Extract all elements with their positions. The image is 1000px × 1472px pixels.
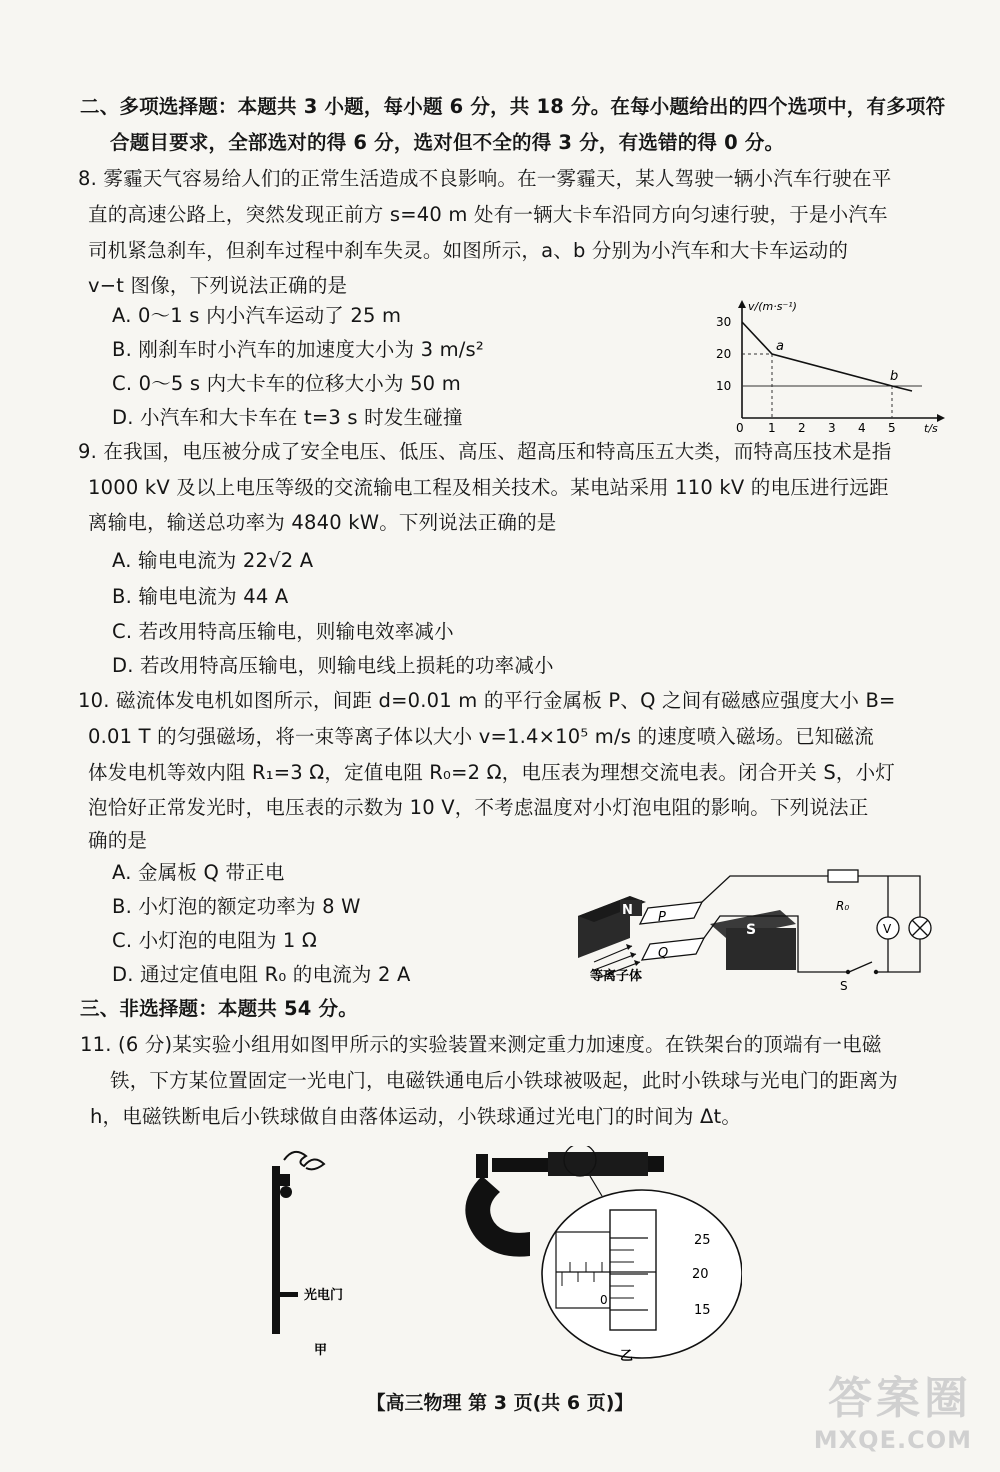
thimble-scale xyxy=(610,1210,656,1330)
q11-stem-line: 11. (6 分)某实验小组用如图甲所示的实验装置来测定重力加速度。在铁架台的顶端有一电磁 xyxy=(80,1033,882,1056)
q10-option-d: D. 通过定值电阻 R₀ 的电流为 2 A xyxy=(112,963,411,986)
voltmeter-label: V xyxy=(883,922,892,936)
q8-option-b: B. 刚刹车时小汽车的加速度大小为 3 m/s² xyxy=(112,338,484,361)
x-tick-label: 0 xyxy=(736,421,744,435)
switch-label: S xyxy=(840,979,848,993)
q10-option-b: B. 小灯泡的额定功率为 8 W xyxy=(112,895,361,918)
q9-stem-line: 9. 在我国，电压被分成了安全电压、低压、高压、超高压和特高压五大类，而特高压技术是指 xyxy=(78,440,892,463)
q8-stem-line: 8. 雾霾天气容易给人们的正常生活造成不良影响。在一雾霾天，某人驾驶一辆小汽车行驶在平 xyxy=(78,167,892,190)
q9-option-a: A. 输电电流为 22√2 A xyxy=(112,549,314,572)
magnet-s-label: S xyxy=(746,922,757,938)
q8-option-c: C. 0～5 s 内大卡车的位移大小为 50 m xyxy=(112,372,461,395)
x-tick-label: 2 xyxy=(798,421,806,435)
stand-pole xyxy=(272,1166,280,1334)
q10-stem-line: 0.01 T 的匀强磁场，将一束等离子体以大小 v=1.4×10⁵ m/s 的速度喷入磁场。已知磁流 xyxy=(88,725,874,748)
q9-option-d: D. 若改用特高压输电，则输电线上损耗的功率减小 xyxy=(112,654,554,677)
q8-stem-line: v−t 图像，下列说法正确的是 xyxy=(88,274,348,297)
q10-mhd-generator-figure xyxy=(570,866,950,1006)
section3-heading: 三、非选择题：本题共 54 分。 xyxy=(80,997,358,1020)
q10-option-c: C. 小灯泡的电阻为 1 Ω xyxy=(112,929,318,952)
q11-figure-yi xyxy=(452,1146,742,1362)
x-axis-arrow xyxy=(937,414,945,422)
x-tick-label: 5 xyxy=(888,421,896,435)
scale-label-15: 15 xyxy=(694,1303,711,1318)
q8-stem-line: 司机紧急刹车，但刹车过程中刹车失灵。如图所示，a、b 分别为小汽车和大卡车运动的 xyxy=(88,239,849,262)
magnet-n-label: N xyxy=(622,903,633,918)
plate-p-label: P xyxy=(658,910,666,925)
micrometer-frame xyxy=(465,1176,530,1257)
plate-q xyxy=(642,938,704,960)
scale-label-20: 20 xyxy=(692,1267,709,1282)
y-tick-label: 30 xyxy=(716,315,732,329)
figure-jia-caption: 甲 xyxy=(314,1343,328,1358)
q10-stem-line: 体发电机等效内阻 R₁=3 Ω，定值电阻 R₀=2 Ω，电压表为理想交流电表。闭合开关 S，小灯 xyxy=(88,761,895,784)
x-tick-label: 1 xyxy=(768,421,776,435)
q8-vt-graph xyxy=(712,296,952,438)
x-tick-label: 3 xyxy=(828,421,836,435)
q9-stem-line: 1000 kV 及以上电压等级的交流输电工程及相关技术。某电站采用 110 kV 的电压进行远距 xyxy=(88,476,889,499)
q9-stem-line: 离输电，输送总功率为 4840 kW。下列说法正确的是 xyxy=(88,511,557,534)
micrometer-spindle xyxy=(492,1158,548,1172)
x-axis-label: t/s xyxy=(924,422,938,435)
plate-p xyxy=(640,902,702,924)
x-tick-label: 4 xyxy=(858,421,866,435)
resistor-r0-label: R₀ xyxy=(836,899,850,913)
figure-yi-caption: 乙 xyxy=(620,1349,634,1362)
q10-option-a: A. 金属板 Q 带正电 xyxy=(112,861,285,884)
resistor-r0 xyxy=(828,870,858,882)
q9-option-c: C. 若改用特高压输电，则输电效率减小 xyxy=(112,620,454,643)
page-footer: 【高三物理 第 3 页(共 6 页)】 xyxy=(366,1392,634,1414)
plasma-label: 等离子体 xyxy=(590,969,643,984)
y-axis-arrow xyxy=(738,300,746,308)
series-a-line xyxy=(742,322,912,391)
q8-option-a: A. 0～1 s 内小汽车运动了 25 m xyxy=(112,304,402,327)
watermark-url: MXQE.COM xyxy=(813,1426,972,1454)
y-axis-label: v/(m·s⁻¹) xyxy=(748,300,797,313)
y-tick-label: 20 xyxy=(716,347,732,361)
q11-figure-jia xyxy=(262,1146,372,1366)
section2-heading-line1: 二、多项选择题：本题共 3 小题，每小题 6 分，共 18 分。在每小题给出的四个选项中，有多项符 xyxy=(80,95,946,118)
section2-heading-line2: 合题目要求，全部选对的得 6 分，选对但不全的得 3 分，有选错的得 0 分。 xyxy=(110,131,785,154)
series-b-label: b xyxy=(890,369,899,384)
q10-stem-line: 确的是 xyxy=(88,829,148,852)
q8-stem-line: 直的高速公路上，突然发现正前方 s=40 m 处有一辆大卡车沿同方向匀速行驶，于是小汽车 xyxy=(88,203,888,226)
sleeve-label-0: 0 xyxy=(600,1293,608,1307)
photogate xyxy=(280,1292,298,1297)
y-tick-label: 10 xyxy=(716,379,732,393)
q8-option-d: D. 小汽车和大卡车在 t=3 s 时发生碰撞 xyxy=(112,406,463,429)
electromagnet-coil xyxy=(284,1152,324,1170)
scale-label-25: 25 xyxy=(694,1233,711,1248)
series-a-label: a xyxy=(776,339,784,354)
iron-ball xyxy=(280,1186,292,1198)
q11-stem-line: 铁，下方某位置固定一光电门，电磁铁通电后小铁球被吸起，此时小铁球与光电门的距离为 xyxy=(110,1069,899,1092)
switch-s xyxy=(849,962,872,972)
wire-top xyxy=(702,876,828,902)
watermark xyxy=(814,1362,972,1454)
watermark-logo-text: 答案圈 xyxy=(828,1373,972,1424)
q10-stem-line: 泡恰好正常发光时，电压表的示数为 10 V，不考虑温度对小灯泡电阻的影响。下列说法正 xyxy=(88,796,869,819)
plate-q-label: Q xyxy=(658,946,669,961)
photogate-label: 光电门 xyxy=(304,1288,344,1303)
q9-option-b: B. 输电电流为 44 A xyxy=(112,585,289,608)
q11-stem-line: h，电磁铁断电后小铁球做自由落体运动，小铁球通过光电门的时间为 Δt。 xyxy=(90,1105,742,1128)
q10-stem-line: 10. 磁流体发电机如图所示，间距 d=0.01 m 的平行金属板 P、Q 之间有磁感应强度大小 B= xyxy=(78,689,896,712)
micrometer-thimble xyxy=(548,1152,648,1176)
